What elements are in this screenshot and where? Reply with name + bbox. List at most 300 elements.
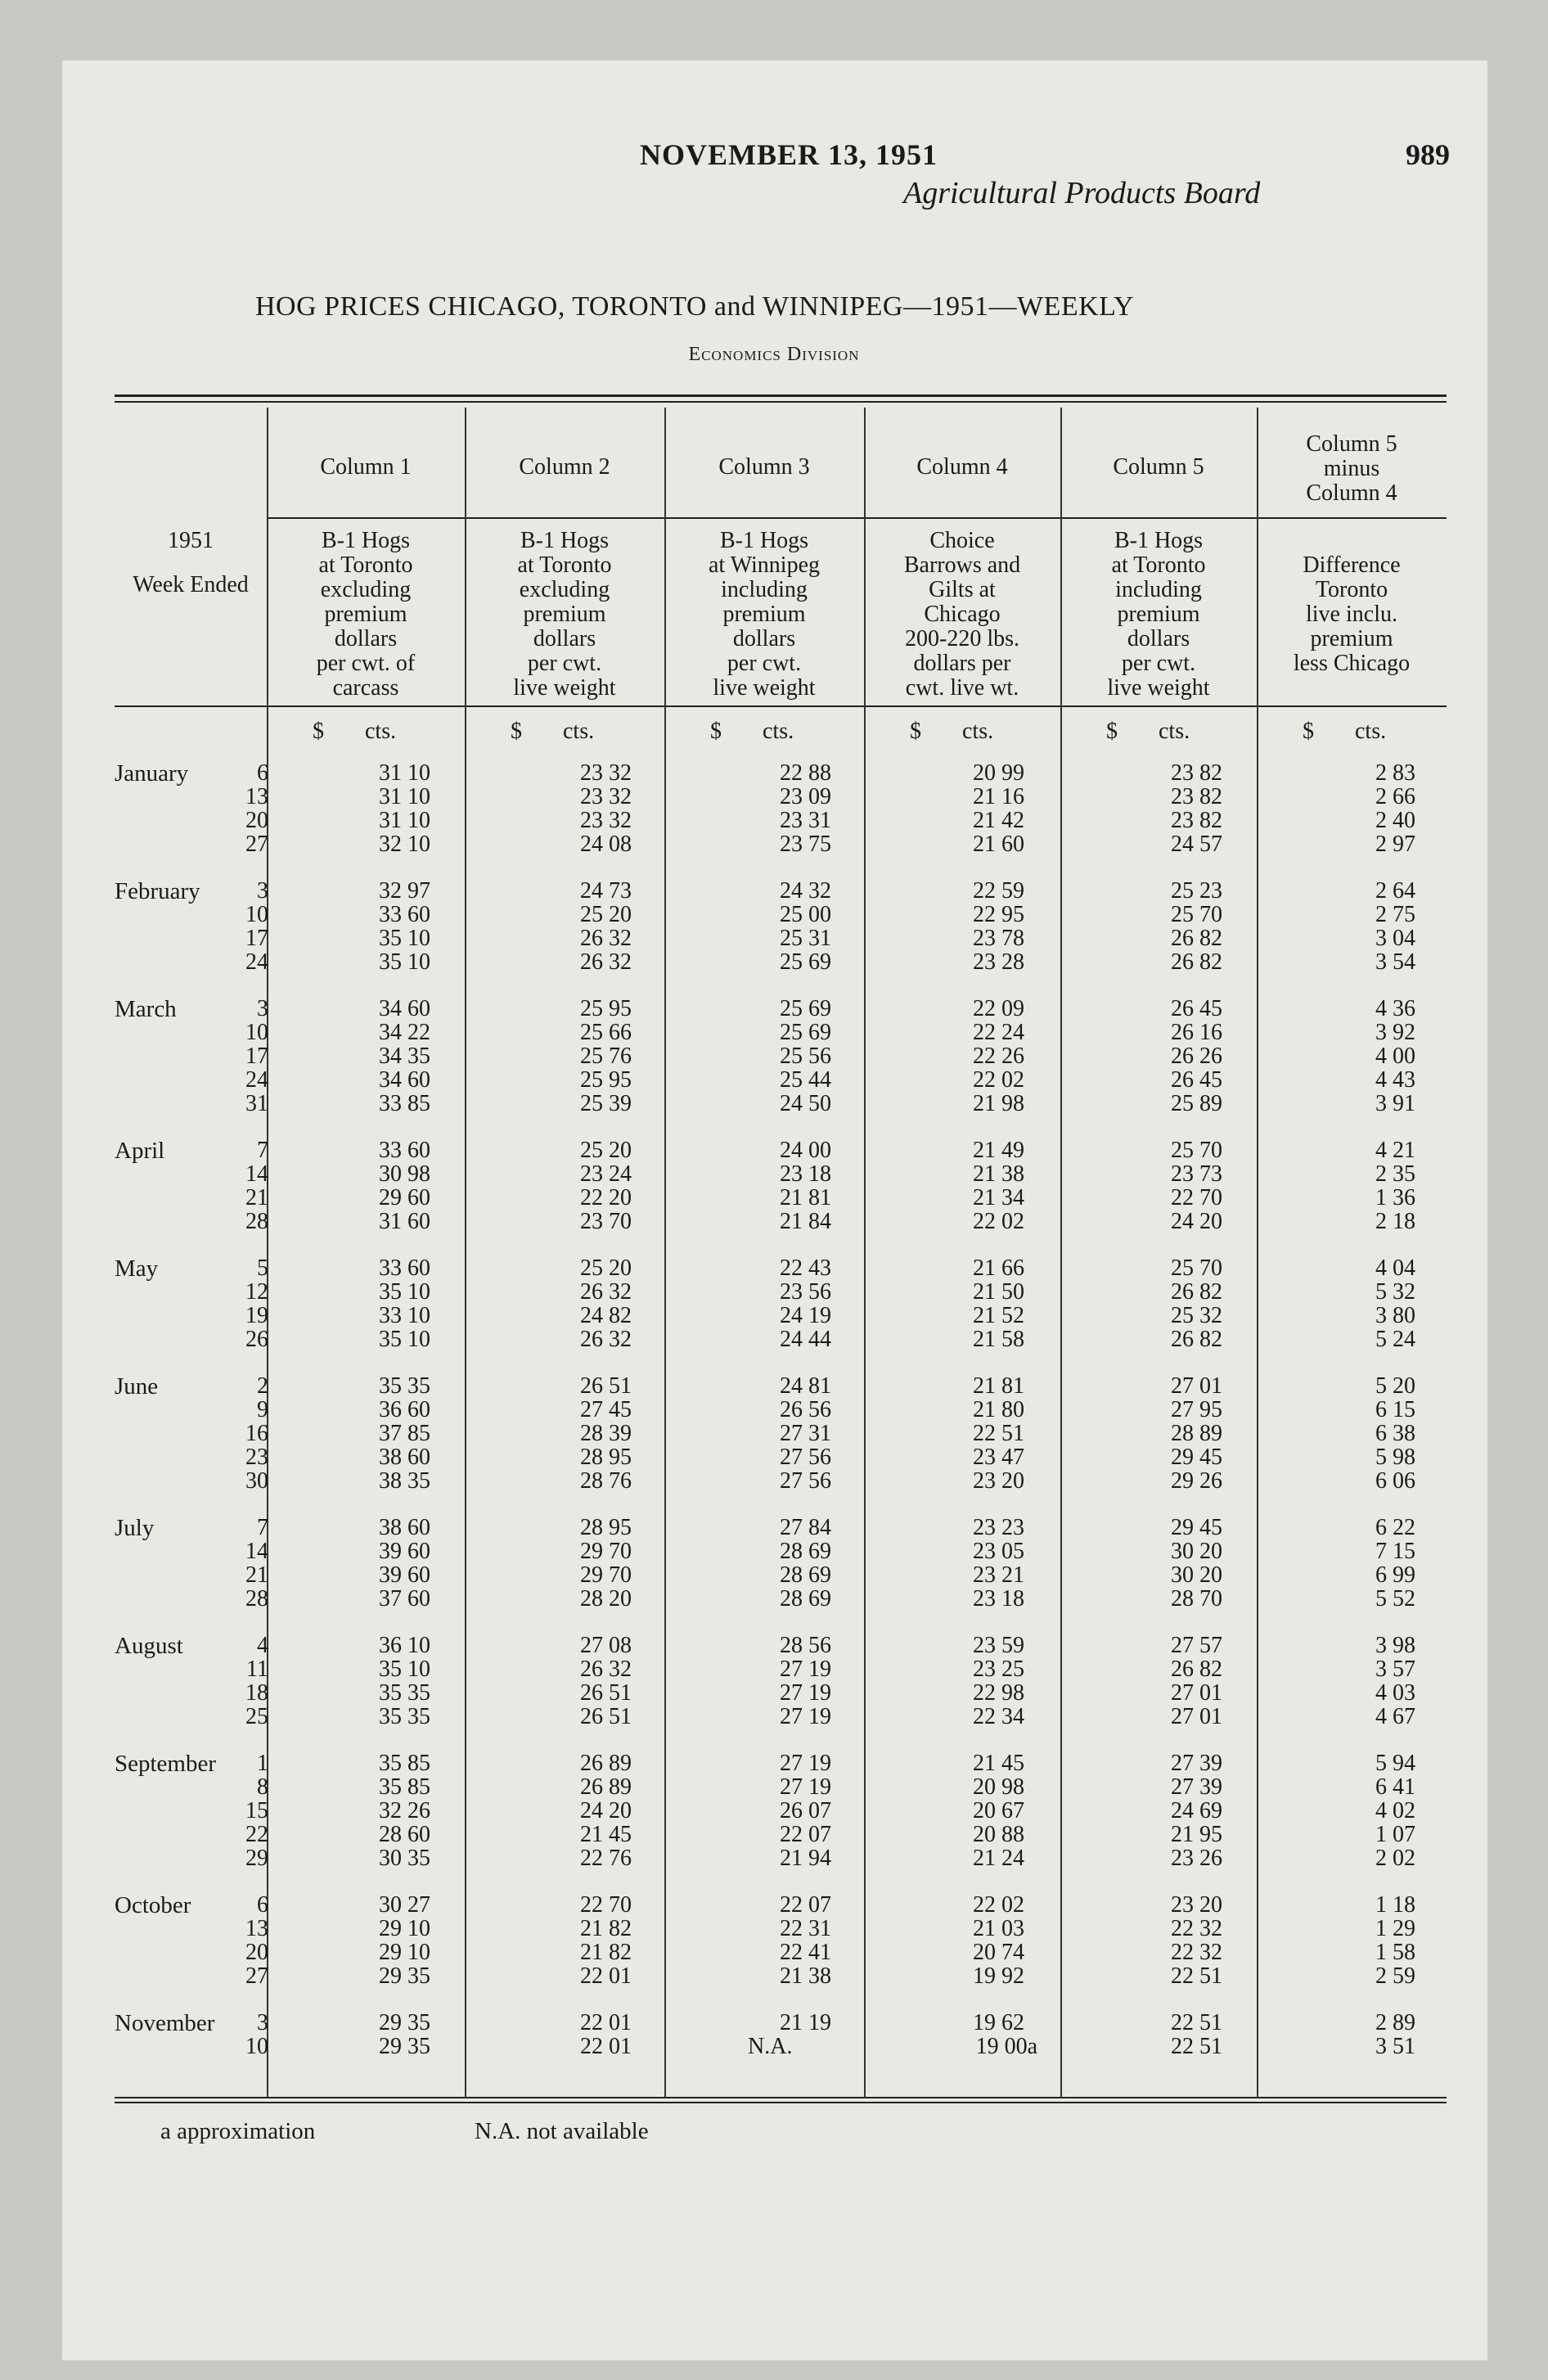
table-cell: 30 20 [1171,1539,1222,1564]
table-cell: 30 20 [1171,1562,1222,1588]
table-cell: 24 50 [780,1091,831,1116]
table-cell: 28 95 [580,1445,632,1470]
table-cell: 23 73 [1171,1161,1222,1187]
table-cell: 1 29 [1375,1916,1415,1941]
table-cell: 21 19 [780,2010,831,2035]
week-day: 20 [245,1940,268,1965]
table-cell: 22 02 [973,1209,1024,1234]
table-cell: 22 07 [780,1892,831,1918]
column-title: Column 4 [916,454,1008,480]
table-cell: 27 31 [780,1421,831,1446]
table-cell: 27 19 [780,1704,831,1729]
table-cell: 27 19 [780,1657,831,1682]
table-cell: 2 83 [1375,760,1415,786]
table-cell: 35 10 [379,949,430,975]
table-cell: 22 01 [580,2034,632,2059]
table-cell: 30 35 [379,1846,430,1871]
table-cell: 38 60 [379,1445,430,1470]
table-cell: 21 81 [973,1373,1024,1399]
week-day: 3 [257,878,268,904]
table-cell: 26 45 [1171,1067,1222,1093]
table-cell: 26 82 [1171,926,1222,951]
table-cell: 29 45 [1171,1445,1222,1470]
week-day: 24 [245,949,268,975]
table-cell: 2 02 [1375,1846,1415,1871]
column-description: Choice Barrows and Gilts at Chicago 200-220 lbs. dollars per cwt. live wt. [903,528,1021,701]
table-cell: 23 47 [973,1445,1024,1470]
table-cell: 22 70 [580,1892,632,1918]
table-cell: 21 42 [973,808,1024,833]
bottom-rule-2 [115,2102,1447,2103]
table-cell: 22 01 [580,1963,632,1989]
week-day: 2 [257,1373,268,1399]
table-cell: 21 66 [973,1255,1024,1281]
table-cell: 21 16 [973,784,1024,809]
table-cell: 23 20 [1171,1892,1222,1918]
table-cell: 23 26 [1171,1846,1222,1871]
week-day: 27 [245,1963,268,1989]
table-cell: 33 60 [379,902,430,927]
table-cell: 2 59 [1375,1963,1415,1989]
table-cell: 6 38 [1375,1421,1415,1446]
week-day: 6 [257,1892,268,1918]
table-cell: 2 75 [1375,902,1415,927]
table-cell: 23 28 [973,949,1024,975]
week-day: 17 [245,1044,268,1069]
table-cell: 26 82 [1171,1657,1222,1682]
table-cell: 5 20 [1375,1373,1415,1399]
table-cell: 24 82 [580,1303,632,1328]
table-cell: 25 20 [580,902,632,927]
week-day: 9 [257,1397,268,1422]
week-day: 28 [245,1209,268,1234]
week-day: 29 [245,1846,268,1871]
table-cell: 21 24 [973,1846,1024,1871]
table-cell: 30 98 [379,1161,430,1187]
table-cell: 2 18 [1375,1209,1415,1234]
table-cell: 25 69 [780,996,831,1021]
week-day: 28 [245,1586,268,1611]
unit-dollar: $ [313,719,324,744]
table-cell: 4 04 [1375,1255,1415,1281]
table-cell: 29 35 [379,1963,430,1989]
table-cell: 6 15 [1375,1397,1415,1422]
table-cell: 23 82 [1171,760,1222,786]
week-day: 10 [245,902,268,927]
week-day: 10 [245,1020,268,1045]
month-label: June [115,1373,159,1400]
table-cell: 21 60 [973,832,1024,857]
table-cell: 23 82 [1171,808,1222,833]
table-cell: 28 95 [580,1515,632,1540]
table-cell: 27 84 [780,1515,831,1540]
table-cell: 26 51 [580,1704,632,1729]
table-cell: 3 54 [1375,949,1415,975]
header-bottom-rule [115,705,1447,707]
table-cell: 25 70 [1171,1138,1222,1163]
column-description: B-1 Hogs at Toronto excluding premium dollars per cwt. live weight [513,528,616,701]
table-cell: 21 82 [580,1940,632,1965]
table-cell: 25 00 [780,902,831,927]
table-cell: 21 38 [780,1963,831,1989]
table-cell: 4 21 [1375,1138,1415,1163]
table-cell: 26 32 [580,1279,632,1305]
table-cell: 27 39 [1171,1774,1222,1800]
month-label: March [115,996,177,1022]
table-cell: 25 70 [1171,902,1222,927]
table-cell: 33 60 [379,1138,430,1163]
column-title: Column 1 [320,454,412,480]
table-cell: 25 95 [580,1067,632,1093]
table-cell: 29 70 [580,1562,632,1588]
table-cell: 38 35 [379,1468,430,1494]
table-cell: 27 57 [1171,1633,1222,1658]
week-day: 5 [257,1255,268,1281]
table-cell: 36 60 [379,1397,430,1422]
week-day: 14 [245,1539,268,1564]
table-cell: 28 39 [580,1421,632,1446]
column-description: Difference Toronto live inclu. premium less Chicago [1293,552,1411,676]
week-day: 12 [245,1279,268,1305]
table-cell: 5 94 [1375,1751,1415,1776]
row-header-week: Week Ended [133,572,249,597]
table-cell: 35 10 [379,1327,430,1352]
column-title: Column 2 [519,454,610,480]
table-cell: 25 31 [780,926,831,951]
table-cell: 26 82 [1171,949,1222,975]
month-label: October [115,1892,191,1918]
week-day: 21 [245,1562,268,1588]
table-cell: 3 80 [1375,1303,1415,1328]
column-title: Column 5 minus Column 4 [1306,431,1397,506]
table-cell: 34 22 [379,1020,430,1045]
month-label: February [115,878,200,904]
week-day: 7 [257,1138,268,1163]
table-cell: 31 10 [379,784,430,809]
table-cell: 6 06 [1375,1468,1415,1494]
table-cell: 27 19 [780,1680,831,1706]
table-cell: 35 35 [379,1704,430,1729]
table-cell: 27 56 [780,1468,831,1494]
week-day: 3 [257,996,268,1021]
table-cell: 34 60 [379,1067,430,1093]
table-cell: 29 60 [379,1185,430,1210]
table-cell: 19 00a [975,2034,1037,2059]
table-cell: 5 32 [1375,1279,1415,1305]
table-cell: 21 80 [973,1397,1024,1422]
table-cell: 3 92 [1375,1020,1415,1045]
table-cell: 31 60 [379,1209,430,1234]
table-cell: 3 04 [1375,926,1415,951]
table-cell: 21 34 [973,1185,1024,1210]
table-cell: 22 07 [780,1822,831,1847]
table-cell: 21 84 [780,1209,831,1234]
week-day: 15 [245,1798,268,1823]
table-cell: 22 31 [780,1916,831,1941]
table-cell: 25 44 [780,1067,831,1093]
table-cell: 25 66 [580,1020,632,1045]
footnote-approximation: a approximation [160,2118,316,2144]
table-cell: 22 59 [973,878,1024,904]
table-cell: 2 89 [1375,2010,1415,2035]
table-cell: 5 24 [1375,1327,1415,1352]
week-day: 16 [245,1421,268,1446]
table-cell: 4 67 [1375,1704,1415,1729]
table-cell: 20 67 [973,1798,1024,1823]
table-cell: 22 32 [1171,1916,1222,1941]
table-cell: 25 56 [780,1044,831,1069]
table-cell: 20 98 [973,1774,1024,1800]
row-header-year: 1951 [168,528,214,553]
week-day: 25 [245,1704,268,1729]
table-cell: 27 19 [780,1774,831,1800]
unit-dollar: $ [910,719,921,744]
week-day: 13 [245,1916,268,1941]
table-cell: 28 56 [780,1633,831,1658]
table-cell: 26 32 [580,949,632,975]
table-cell: 35 10 [379,1279,430,1305]
table-cell: 2 40 [1375,808,1415,833]
table-cell: 4 43 [1375,1067,1415,1093]
table-cell: 21 82 [580,1916,632,1941]
table-cell: 27 39 [1171,1751,1222,1776]
table-cell: 27 19 [780,1751,831,1776]
table-cell: 28 70 [1171,1586,1222,1611]
table-cell: 21 03 [973,1916,1024,1941]
table-cell: 2 66 [1375,784,1415,809]
table-cell: 25 20 [580,1255,632,1281]
week-day: 6 [257,760,268,786]
unit-cents: cts. [763,719,794,744]
table-cell: 26 32 [580,926,632,951]
table-cell: 21 98 [973,1091,1024,1116]
table-cell: 21 95 [1171,1822,1222,1847]
week-day: 26 [245,1327,268,1352]
table-cell: 22 02 [973,1892,1024,1918]
table-cell: 23 31 [780,808,831,833]
table-cell: 29 10 [379,1916,430,1941]
table-cell: 25 69 [780,949,831,975]
table-cell: 4 03 [1375,1680,1415,1706]
table-cell: 27 08 [580,1633,632,1658]
table-cell: 28 60 [379,1822,430,1847]
table-cell: 21 58 [973,1327,1024,1352]
table-cell: 26 45 [1171,996,1222,1021]
week-day: 13 [245,784,268,809]
table-cell: 1 18 [1375,1892,1415,1918]
table-cell: 22 24 [973,1020,1024,1045]
month-label: September [115,1751,217,1777]
table-cell: 2 35 [1375,1161,1415,1187]
unit-cents: cts. [365,719,397,744]
table-cell: 26 26 [1171,1044,1222,1069]
table-cell: 27 95 [1171,1397,1222,1422]
table-cell: 22 26 [973,1044,1024,1069]
table-cell: 32 10 [379,832,430,857]
table-cell: 2 97 [1375,832,1415,857]
table-cell: 22 32 [1171,1940,1222,1965]
table-cell: 24 08 [580,832,632,857]
column-title: Column 5 [1113,454,1204,480]
table-cell: 22 88 [780,760,831,786]
column-description: B-1 Hogs at Winnipeg including premium dollars per cwt. live weight [709,528,820,701]
table-cell: 21 52 [973,1303,1024,1328]
table-cell: 38 60 [379,1515,430,1540]
table-cell: 24 20 [1171,1209,1222,1234]
table-cell: 6 22 [1375,1515,1415,1540]
table-cell: 28 20 [580,1586,632,1611]
column-description: B-1 Hogs at Toronto including premium dollars per cwt. live weight [1107,528,1210,701]
table-title: HOG PRICES CHICAGO, TORONTO and WINNIPEG—1951—WEEKLY [255,291,1135,322]
week-day: 31 [245,1091,268,1116]
table-cell: 26 16 [1171,1020,1222,1045]
table-cell: 25 76 [580,1044,632,1069]
table-cell: 22 41 [780,1940,831,1965]
week-day: 7 [257,1515,268,1540]
table-cell: 32 26 [379,1798,430,1823]
table-cell: 23 24 [580,1161,632,1187]
table-cell: 33 10 [379,1303,430,1328]
week-day: 27 [245,832,268,857]
table-cell: 23 18 [973,1586,1024,1611]
table-cell: 32 97 [379,878,430,904]
table-cell: 6 41 [1375,1774,1415,1800]
table-cell: 25 70 [1171,1255,1222,1281]
table-cell: 29 35 [379,2010,430,2035]
week-day: 23 [245,1445,268,1470]
table-cell: 23 70 [580,1209,632,1234]
table-cell: 22 34 [973,1704,1024,1729]
table-cell: 24 19 [780,1303,831,1328]
table-cell: 26 32 [580,1327,632,1352]
table-cell: 22 09 [973,996,1024,1021]
unit-dollar: $ [1106,719,1118,744]
top-rule-1 [115,394,1447,397]
table-cell: 22 02 [973,1067,1024,1093]
top-rule-2 [115,401,1447,403]
table-cell: 20 99 [973,760,1024,786]
table-cell: 27 01 [1171,1373,1222,1399]
month-label: November [115,2010,215,2036]
table-cell: 23 09 [780,784,831,809]
table-cell: 4 02 [1375,1798,1415,1823]
table-cell: 19 62 [973,2010,1024,2035]
table-cell: 23 25 [973,1657,1024,1682]
table-cell: 23 32 [580,760,632,786]
table-cell: 23 59 [973,1633,1024,1658]
table-cell: 31 10 [379,808,430,833]
week-day: 17 [245,926,268,951]
month-label: August [115,1633,183,1659]
column-title: Column 3 [718,454,810,480]
table-cell: 31 10 [379,760,430,786]
table-cell: 21 45 [973,1751,1024,1776]
table-cell: 21 45 [580,1822,632,1847]
subhead-rule [267,517,1447,519]
table-cell: 3 98 [1375,1633,1415,1658]
table-cell: 25 69 [780,1020,831,1045]
table-cell: 34 35 [379,1044,430,1069]
table-cell: 35 35 [379,1373,430,1399]
table-cell: 24 00 [780,1138,831,1163]
table-cell: 26 07 [780,1798,831,1823]
table-cell: 22 51 [973,1421,1024,1446]
table-cell: 19 92 [973,1963,1024,1989]
table-cell: 39 60 [379,1562,430,1588]
table-cell: 20 74 [973,1940,1024,1965]
table-cell: 25 39 [580,1091,632,1116]
table-cell: 5 98 [1375,1445,1415,1470]
table-cell: 26 89 [580,1774,632,1800]
table-cell: 22 51 [1171,2010,1222,2035]
table-cell: 3 51 [1375,2034,1415,2059]
week-day: 10 [245,2034,268,2059]
month-label: July [115,1515,155,1541]
table-cell: 23 32 [580,784,632,809]
week-day: 4 [257,1633,268,1658]
table-cell: 21 49 [973,1138,1024,1163]
week-day: 11 [246,1657,268,1682]
week-day: 3 [257,2010,268,2035]
table-cell: 28 89 [1171,1421,1222,1446]
table-cell: 22 20 [580,1185,632,1210]
month-label: May [115,1255,159,1282]
week-day: 8 [257,1774,268,1800]
table-cell: 22 51 [1171,2034,1222,2059]
table-cell: 23 20 [973,1468,1024,1494]
table-cell: 23 75 [780,832,831,857]
table-cell: 21 50 [973,1279,1024,1305]
month-label: April [115,1138,165,1164]
week-day: 21 [245,1185,268,1210]
table-cell: 24 81 [780,1373,831,1399]
table-cell: 27 01 [1171,1704,1222,1729]
table-cell: 26 32 [580,1657,632,1682]
table-cell: 35 85 [379,1751,430,1776]
week-day: 20 [245,808,268,833]
table-cell: 25 23 [1171,878,1222,904]
footnote-not-available: N.A. not available [475,2118,649,2144]
table-cell: 24 69 [1171,1798,1222,1823]
table-cell: 22 51 [1171,1963,1222,1989]
table-cell: 4 00 [1375,1044,1415,1069]
table-cell: 21 94 [780,1846,831,1871]
table-cell: 5 52 [1375,1586,1415,1611]
table-cell: 4 36 [1375,996,1415,1021]
table-cell: 26 82 [1171,1279,1222,1305]
table-cell: 28 69 [780,1586,831,1611]
unit-cents: cts. [1355,719,1387,744]
table-cell: 39 60 [379,1539,430,1564]
table-cell: 36 10 [379,1633,430,1658]
table-cell: 28 69 [780,1539,831,1564]
table-cell: 24 32 [780,878,831,904]
table-cell: 22 70 [1171,1185,1222,1210]
table-cell: 22 43 [780,1255,831,1281]
table-cell: 23 56 [780,1279,831,1305]
table-cell: 1 07 [1375,1822,1415,1847]
table-cell: 23 18 [780,1161,831,1187]
table-cell: 35 85 [379,1774,430,1800]
table-cell: 25 89 [1171,1091,1222,1116]
table-cell: 30 27 [379,1892,430,1918]
week-day: 19 [245,1303,268,1328]
page-number: 989 [1406,138,1450,171]
table-cell: 26 51 [580,1373,632,1399]
table-cell: 35 10 [379,926,430,951]
table-cell: 23 23 [973,1515,1024,1540]
table-cell: 3 57 [1375,1657,1415,1682]
